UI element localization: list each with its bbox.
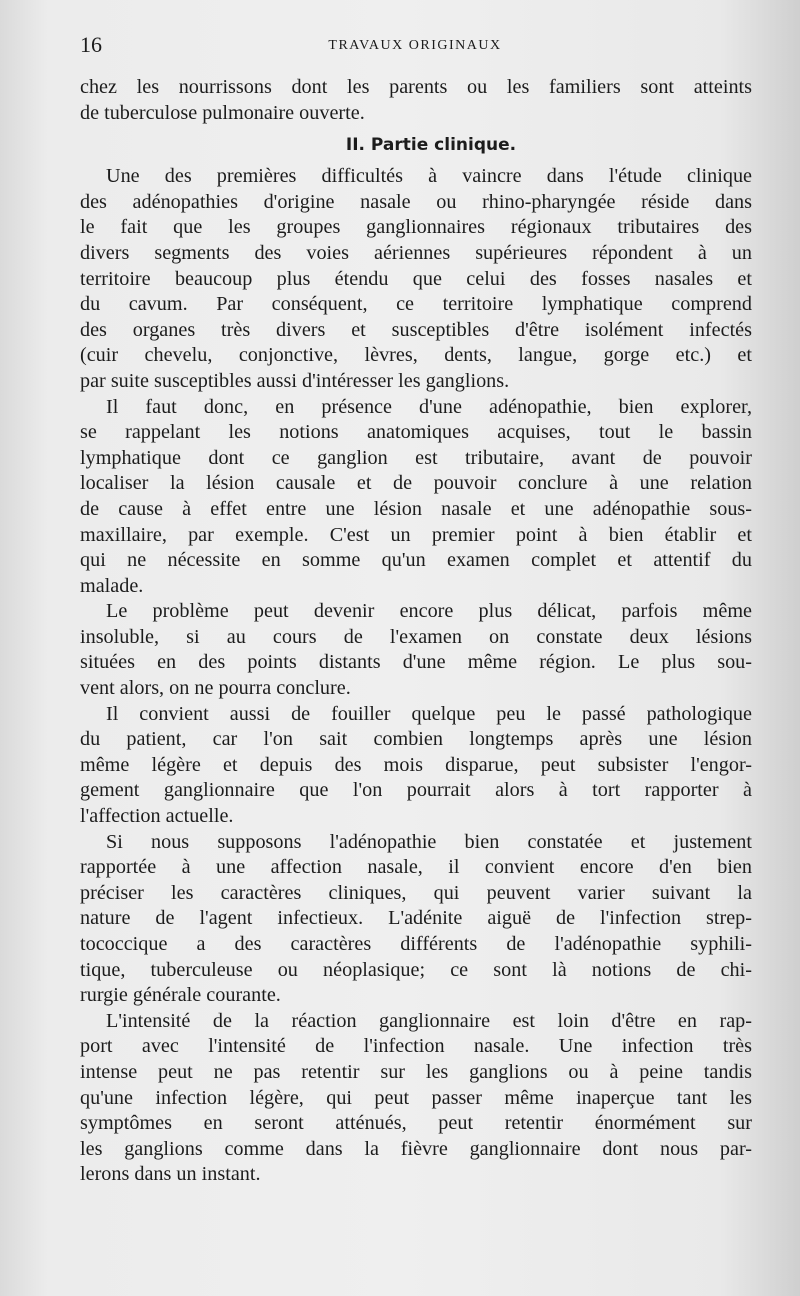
text-line: de tuberculose pulmonaire ouverte. — [80, 101, 365, 124]
text-line: localiser la lésion causale et de pouvoir conclure à une relation — [80, 472, 752, 495]
text-line: Une des premières difficultés à vaincre dans l'étude clinique — [106, 165, 752, 188]
text-line: lymphatique dont ce ganglion est tributaire, avant de pouvoir — [80, 446, 752, 469]
text-line: tococcique a des caractères différents de l'adénopathie syphili- — [80, 933, 752, 955]
text-line: les ganglions comme dans la fièvre ganglionnaire dont nous par- — [80, 1137, 752, 1160]
text-line: Il faut donc, en présence d'une adénopathie, bien explorer, — [106, 395, 752, 418]
running-title: TRAVAUX ORIGINAUX — [328, 38, 502, 53]
text-line: du cavum. Par conséquent, ce territoire lymphatique comprend — [80, 293, 752, 316]
text-line: L'intensité de la réaction ganglionnaire est loin d'être en rap- — [106, 1009, 752, 1032]
text-line: l'affection actuelle. — [80, 805, 234, 828]
text-line: des organes très divers et susceptibles d'être isolément infectés — [80, 318, 752, 341]
text-line: préciser les caractères cliniques, qui peuvent varier suivant la — [80, 881, 752, 904]
body-text — [80, 75, 752, 1188]
text-line: qui ne nécessite en somme qu'un examen complet et attentif du — [80, 549, 752, 572]
text-line: vent alors, on ne pourra conclure. — [80, 677, 351, 700]
text-line: situées en des points distants d'une même région. Le plus sou- — [80, 651, 752, 674]
text-line: de cause à effet entre une lésion nasale et une adénopathie sous- — [80, 497, 752, 520]
page-number: 16 — [80, 32, 102, 57]
text-line: divers segments des voies aériennes supérieures répondent à un — [80, 241, 752, 264]
text-line: (cuir chevelu, conjonctive, lèvres, dents, langue, gorge etc.) et — [80, 344, 752, 367]
text-line: insoluble, si au cours de l'examen on constate deux lésions — [80, 625, 752, 648]
text-line: maxillaire, par exemple. C'est un premier point à bien établir et — [80, 523, 752, 546]
text-line: territoire beaucoup plus étendu que celui des fosses nasales et — [80, 267, 752, 290]
page-header — [80, 32, 750, 62]
text-line: le fait que les groupes ganglionnaires régionaux tributaires des — [80, 216, 752, 239]
text-line: des adénopathies d'origine nasale ou rhino-pharyngée réside dans — [80, 190, 752, 213]
text-line: se rappelant les notions anatomiques acquises, tout le bassin — [80, 421, 752, 444]
text-line: chez les nourrissons dont les parents ou les familiers sont atteints — [80, 76, 752, 98]
text-line: intense peut ne pas retentir sur les ganglions ou à peine tandis — [80, 1060, 752, 1083]
text-line: symptômes en seront atténués, peut retentir énormément sur — [80, 1112, 752, 1135]
text-line: Le problème peut devenir encore plus délicat, parfois même — [106, 600, 752, 623]
text-line: par suite susceptibles aussi d'intéresser les ganglions. — [80, 369, 510, 392]
text-line: rapportée à une affection nasale, il convient encore d'en bien — [80, 856, 752, 879]
text-line: même légère et depuis des mois disparue, peut subsister l'engor- — [80, 753, 752, 776]
text-line: rurgie générale courante. — [80, 984, 281, 1007]
text-line: nature de l'agent infectieux. L'adénite aiguë de l'infection strep- — [80, 907, 752, 930]
text-line: malade. — [80, 574, 144, 597]
text-line: Si nous supposons l'adénopathie bien constatée et justement — [106, 830, 752, 853]
section-heading: II. Partie clinique. — [345, 135, 517, 156]
text-line: lerons dans un instant. — [80, 1163, 261, 1186]
text-line: du patient, car l'on sait combien longtemps après une lésion — [80, 728, 752, 751]
text-line: gement ganglionnaire que l'on pourrait alors à tort rapporter à — [80, 779, 752, 802]
text-line: qu'une infection légère, qui peut passer même inaperçue tant les — [80, 1086, 752, 1109]
text-line: Il convient aussi de fouiller quelque peu le passé pathologique — [106, 702, 752, 725]
text-line: port avec l'intensité de l'infection nasale. Une infection très — [80, 1035, 752, 1058]
text-line: tique, tuberculeuse ou néoplasique; ce sont là notions de chi- — [80, 958, 752, 981]
